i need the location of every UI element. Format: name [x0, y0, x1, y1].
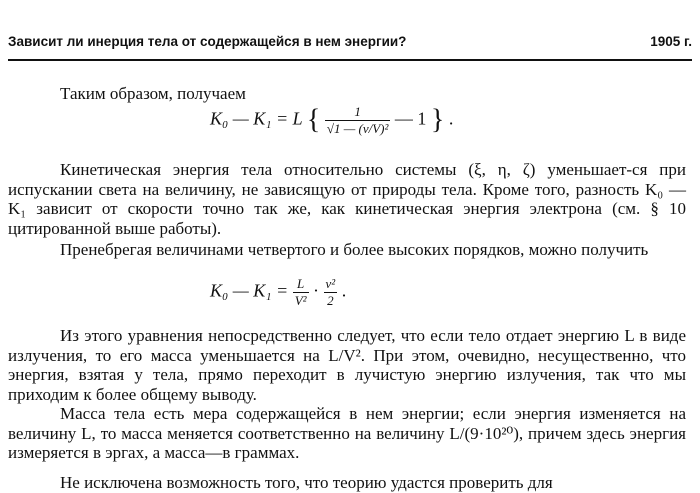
formula2-frac1-denominator: V² [294, 293, 307, 308]
formula2-frac2-denominator: 2 [327, 293, 334, 308]
paragraph-intro: Таким образом, получаем [60, 84, 246, 103]
formula2-lhs: K₀ — K₁ = [210, 280, 289, 301]
header-rule [8, 59, 692, 61]
formula-approximation [210, 276, 346, 309]
formula1-denominator: √1 — (v/V)² [326, 121, 389, 136]
right-brace-glyph: } [430, 104, 445, 136]
header-year: 1905 г. [650, 34, 692, 49]
paragraph-conclusion: Из этого уравнения непосредственно следует, что если тело отдает энергию L в виде излучения, то его масса уменьшается на L/V². При этом, очевидно, несущественно, что энергия, взятая у тела, прямо переходит в лучистую энергию излучения, так что мы приходим к более общему выводу. [8, 326, 686, 404]
paragraph-neglecting: Пренебрегая величинами четвертого и более высоких порядков, можно получить [60, 240, 649, 259]
formula2-end: . [341, 280, 347, 301]
paragraph-mass-measure: Масса тела есть мера содержащейся в нем энергии; если энергия изменяется на величину L, то масса меняется соответственно на величину L/(9·10²⁰), причем здесь энергия измеряется в эргах, а масса—в граммах. [8, 404, 686, 462]
running-header [8, 34, 692, 49]
paragraph-cutoff: Не исключена возможность того, что теорию удастся проверить для [60, 473, 553, 492]
formula1-end: . [448, 108, 454, 129]
formula-energy-difference [210, 104, 453, 137]
formula1-tail: — 1 [394, 108, 427, 129]
header-title: Зависит ли инерция тела от содержащейся в нем энергии? [8, 34, 407, 49]
formula1-lhs: K₀ — K₁ = L [210, 108, 303, 129]
formula2-fraction-2 [324, 276, 338, 309]
formula2-dot: · [313, 280, 320, 301]
paragraph-kinetic-energy: Кинетическая энергия тела относительно системы (ξ, η, ζ) уменьшает-ся при испускании света на величину, не зависящую от природы тела. Кроме того, разность K₀ — K₁ зависит от скорости точно так же, как кинетическая энергия электрона (см. § 10 цитированной выше работы). [8, 160, 686, 238]
formula1-numerator: 1 [325, 104, 391, 121]
formula1-fraction [325, 104, 391, 137]
formula2-frac1-numerator: L [293, 276, 309, 293]
formula2-fraction-1 [293, 276, 309, 309]
left-brace-glyph: { [306, 104, 321, 136]
formula2-frac2-numerator: v² [325, 276, 336, 291]
